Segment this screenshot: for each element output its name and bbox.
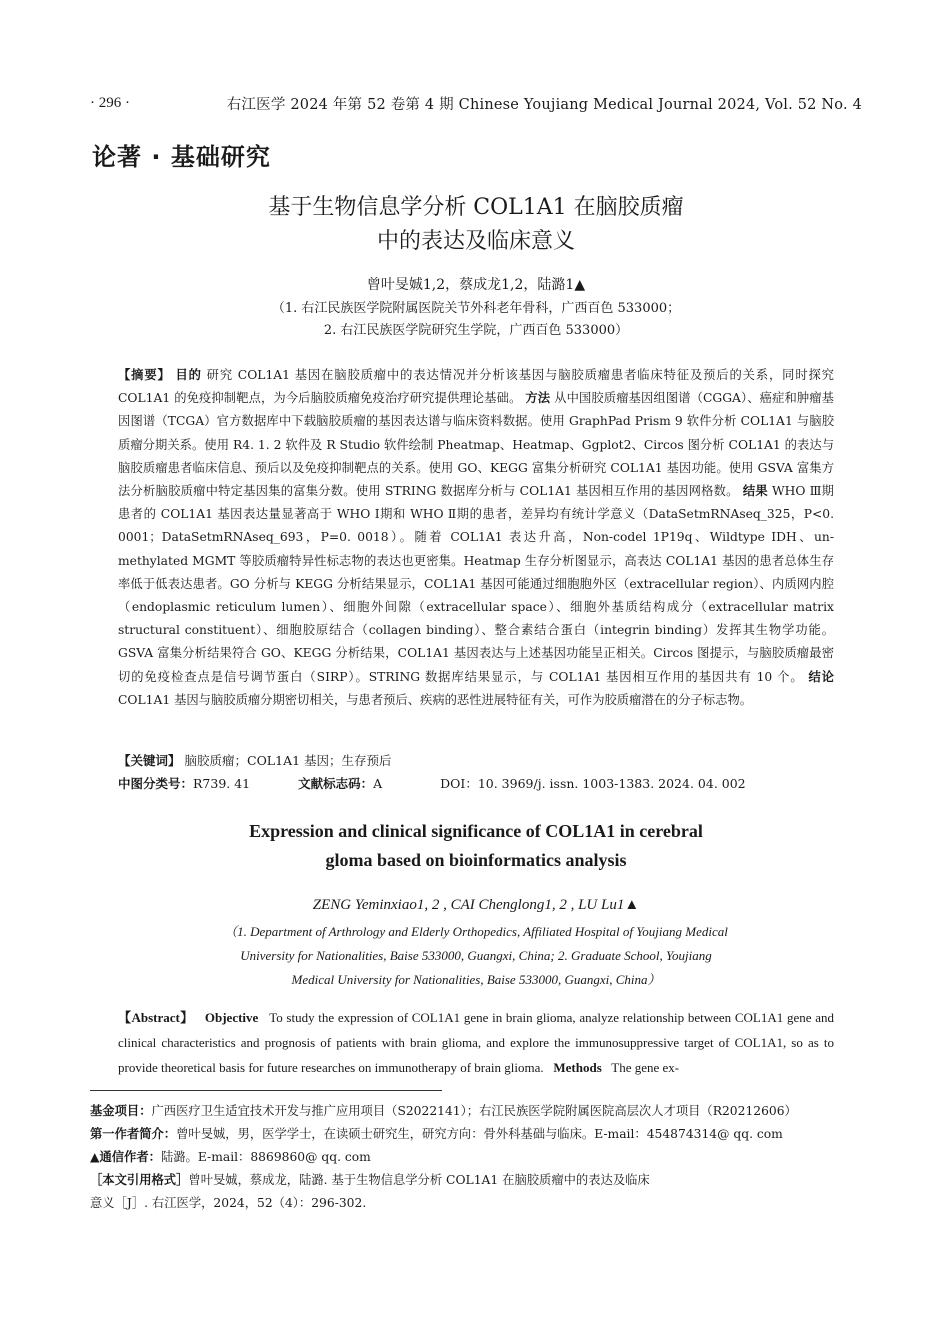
clc-value: R739. 41 [193, 776, 251, 791]
corresponding-author-footnote [90, 1146, 371, 1169]
affiliation-cn-line-2: 2. 右江民族医学院研究生学院，广西百色 533000） [323, 323, 629, 338]
doi: DOI：10. 3969/j. issn. 1003-1383. 2024. 04. 002 [440, 776, 746, 791]
objective-label-cn: 目的 [175, 368, 202, 382]
objective-label-en: Objective [204, 1010, 259, 1025]
affiliation-cn-line-1: （1. 右江民族医学院附属医院关节外科老年骨科，广西百色 533000； [271, 301, 681, 316]
journal-citation-line: 右江医学 2024 年第 52 卷第 4 期 Chinese Youjiang Medical Journal 2024, Vol. 52 No. 4 [226, 96, 862, 113]
affiliation-en-line-3: Medical University for Nationalities, Baise 533000, Guangxi, China） [291, 972, 661, 987]
title-en-line-1: Expression and clinical significance of COL1A1 in cerebral [249, 821, 703, 841]
title-en-line-2: gloma based on bioinformatics analysis [325, 850, 627, 870]
clc-label: 中图分类号： [118, 776, 194, 791]
first-author-label: 第一作者简介： [90, 1127, 177, 1141]
abstract-en [118, 1005, 834, 1080]
methods-text-cn: 从中国胶质瘤基因组图谱（CGGA）、癌症和肿瘤基因图谱（TCGA）官方数据库中下载脑胶质瘤的基因表达谱与临床资料数据。使用 GraphPad Prism 9 软件分析 COL1A1 与脑胶质瘤分期关系。使用 R4. 1. 2 软件及 R Studio 软件绘制 Pheatmap、Heatmap、Ggplot2、Circos 图分析 COL1A1 的表达与脑胶质瘤患者临床信息、预后以及免疫抑制靶点的关系。使用 GO、KEGG 富集分析研究 COL1A1 基因功能。使用 GSVA 富集方法分析脑胶质瘤中特定基因集的富集分数。使用 STRING 数据库分析与 COL1A1 基因相互作用的基因网格数。 [118, 391, 834, 499]
citation-label: ［本文引用格式］ [90, 1173, 189, 1187]
classification-line [118, 773, 834, 795]
authors-en: ZENG Yeminxiao1, 2 , CAI Chenglong1, 2 , LU Lu1▲ [312, 897, 640, 913]
fund-footnote [90, 1100, 797, 1123]
fund-label: 基金项目： [90, 1104, 152, 1118]
keywords-cn [118, 750, 392, 772]
corresponding-text: 陆潞。E-mail：8869860@ qq. com [160, 1150, 371, 1164]
citation-line-1: 曾叶旻娍，蔡成龙，陆潞. 基于生物信息学分析 COL1A1 在脑胶质瘤中的表达及临床 [188, 1173, 650, 1187]
objective-text-en: To study the expression of COL1A1 gene in brain glioma, analyze relationship between COL1A1 gene and clinical characteristics and prognosis of patients with brain glioma, and explore the immunosuppressive target of COL1A1, so as to provide theoretical basis for future researches on immunotherapy of brain glioma. [118, 1010, 834, 1075]
objective-text-cn: 研究 COL1A1 基因在脑胶质瘤中的表达情况并分析该基因与脑胶质瘤患者临床特征及预后的关系，同时探究 COL1A1 的免疫抑制靶点，为今后脑胶质瘤免疫治疗研究提供理论基础。 [118, 368, 834, 406]
footnote-divider [90, 1090, 442, 1091]
corresponding-label: ▲通信作者： [90, 1150, 161, 1164]
conclusion-text-cn: COL1A1 基因与脑胶质瘤分期密切相关，与患者预后、疾病的恶性进展特征有关，可作为胶质瘤潜在的分子标志物。 [118, 692, 753, 707]
abstract-en-label: 【Abstract】 [118, 1010, 194, 1025]
title-cn-line-2: 中的表达及临床意义 [376, 229, 575, 254]
fund-text: 广西医疗卫生适宜技术开发与推广应用项目（S2022141）；右江民族医学院附属医院高层次人才项目（R20212606） [151, 1104, 797, 1118]
methods-text-en: The gene ex- [611, 1060, 680, 1075]
page-number: · 296 · [90, 94, 130, 111]
keywords-label-cn: 【关键词】 [118, 753, 181, 768]
conclusion-label-cn: 结论 [808, 669, 834, 684]
first-author-footnote [90, 1123, 783, 1146]
results-text-cn: WHO Ⅲ期患者的 COL1A1 基因表达量显著高于 WHO Ⅰ期和 WHO Ⅱ期的患者，差异均有统计学意义（DataSetmRNAseq_325，P<0. 0001；DataSetmRNAseq_693，P=0. 0018）。随着 COL1A1 表达升高，Non-codel 1P19q、Wildtype IDH、un-methylated MGMT 等胶质瘤特异性标志物的表达也更密集。Heatmap 生存分析图显示，高表达 COL1A1 基因的患者总体生存率低于低表达患者。GO 分析与 KEGG 分析结果显示，COL1A1 基因可能通过细胞胞外区（extracellular region）、内质网内腔（endoplasmic reticulum lumen）、细胞外间隙（extracellular space）、细胞外基质结构成分（extracellular matrix structural constituent）、细胞胶原结合（collagen binding）、整合素结合蛋白（integrin binding）发挥其生物学功能。GSVA 富集分析结果符合 GO、KEGG 分析结果，COL1A1 基因表达与上述基因功能呈正相关。Circos 图提示，与脑胶质瘤最密切的免疫检查点是信号调节蛋白（SIRP）。STRING 数据库结果显示，与 COL1A1 基因相互作用的基因共有 10 个。 [118, 484, 834, 684]
running-header [90, 92, 862, 114]
abstract-cn-label: 【摘要】 [118, 368, 171, 382]
authors-cn [90, 274, 862, 294]
methods-label-en: Methods [553, 1060, 602, 1075]
affiliation-en-line-1: （1. Department of Arthrology and Elderly Orthopedics, Affiliated Hospital of Youjiang Medical [224, 924, 728, 939]
authors-cn-text: 曾叶旻娍1,2，蔡成龙1,2，陆潞1▲ [366, 277, 586, 293]
methods-label-cn: 方法 [525, 391, 551, 406]
first-author-text: 曾叶旻娍，男，医学学士，在读硕士研究生，研究方向：骨外科基础与临床。E-mail：454874314@ qq. com [176, 1127, 783, 1141]
citation-format-footnote [90, 1169, 650, 1192]
doc-code-label: 文献标志码： [298, 776, 374, 791]
section-label: 论著 · 基础研究 [92, 143, 271, 171]
doc-code-value: A [373, 776, 383, 791]
keywords-value-cn: 脑胶质瘤；COL1A1 基因；生存预后 [184, 753, 392, 768]
citation-line-2: 意义［J］. 右江医学，2024，52（4）：296-302. [90, 1196, 367, 1210]
abstract-cn [118, 364, 834, 712]
results-label-cn: 结果 [742, 484, 768, 499]
title-cn-line-1: 基于生物信息学分析 COL1A1 在脑胶质瘤 [268, 195, 684, 220]
affiliation-en-line-2: University for Nationalities, Baise 533000, Guangxi, China; 2. Graduate School, Youjiang [240, 948, 712, 963]
